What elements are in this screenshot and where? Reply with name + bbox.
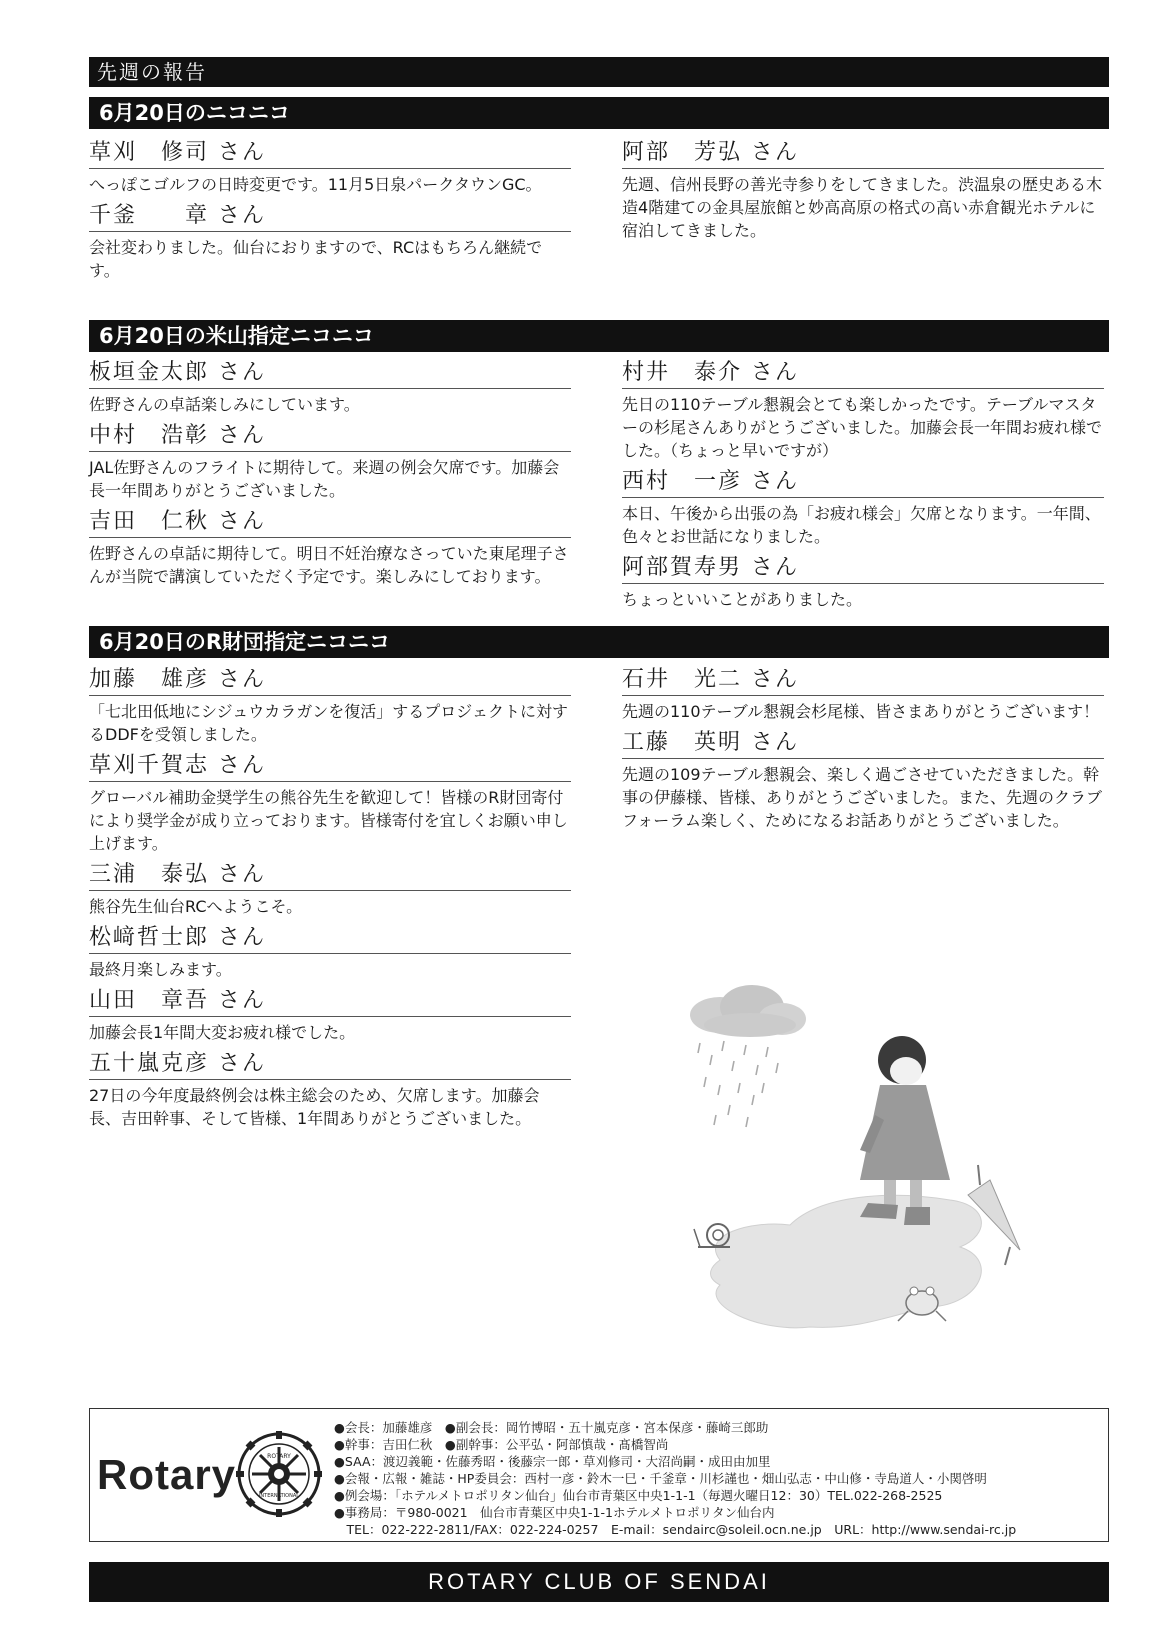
section-3-right-column	[622, 665, 1104, 837]
member-name: 千釜 章 さん	[89, 201, 571, 232]
member-message: 佐野さんの卓話に期待して。明日不妊治療なさっていた東尾理子さんが当院で講演していただく予定です。楽しみにしております。	[89, 544, 569, 586]
member-message: JAL佐野さんのフライトに期待して。来週の例会欠席です。加藤会長一年間ありがとうございました。	[89, 458, 560, 500]
member-message: 最終月楽しみます。	[89, 960, 232, 979]
contact-line: TEL：022-222-2811/FAX：022-224-0257 E-mail：sendairc@soleil.ocn.ne.jp URL：http://www.sendai-rc.jp	[334, 1522, 1017, 1537]
list-item	[89, 1049, 571, 1130]
list-item	[89, 421, 571, 502]
member-name: 草刈 修司 さん	[89, 138, 571, 169]
member-message: ちょっといいことがありました。	[622, 590, 863, 609]
member-name: 山田 章吾 さん	[89, 986, 571, 1017]
member-message: 本日、午後から出張の為「お疲れ様会」欠席となります。一年間、色々とお世話になりました。	[622, 504, 1101, 546]
list-item	[89, 138, 571, 196]
rain-icon	[698, 1041, 778, 1127]
member-message: へっぽこゴルフの日時変更です。11月5日泉パークタウンGC。	[89, 175, 542, 194]
member-message: 27日の今年度最終例会は株主総会のため、欠席します。加藤会長、吉田幹事、そして皆様、1年間ありがとうございました。	[89, 1086, 540, 1128]
member-name: 草刈千賀志 さん	[89, 751, 571, 782]
rotary-wheel-icon	[236, 1431, 322, 1517]
info-line: ●会報・広報・雑誌・HP委員会：西村一彦・鈴木一巳・千釜章・川杉謹也・畑山弘志・中山修・寺島道人・小関啓明	[334, 1471, 987, 1486]
info-line: ●幹事：吉田仁秋 ●副幹事：公平弘・阿部慎哉・髙橋智尚	[334, 1437, 669, 1452]
member-name: 五十嵐克彦 さん	[89, 1049, 571, 1080]
club-name-footer: ROTARY CLUB OF SENDAI	[89, 1562, 1109, 1602]
wheel-bottom-text: INTERNATIONAL	[258, 1493, 300, 1499]
page-title: 先週の報告	[89, 57, 1109, 87]
list-item	[89, 986, 571, 1044]
list-item	[89, 507, 571, 588]
section-1-left-column	[89, 138, 571, 287]
section-2-right-column	[622, 358, 1104, 616]
list-item	[89, 358, 571, 416]
member-message: 先週、信州長野の善光寺参りをしてきました。渋温泉の歴史ある木造4階建ての金具屋旅館と妙高高原の格式の高い赤倉観光ホテルに宿泊してきました。	[622, 175, 1103, 240]
info-line: ●例会場：「ホテルメトロポリタン仙台」仙台市青葉区中央1-1-1（毎週火曜日12：30）TEL.022-268-2525	[334, 1488, 943, 1503]
list-item	[89, 751, 571, 855]
wheel-top-text: ROTARY	[267, 1453, 291, 1460]
member-message: 先日の110テーブル懇親会とても楽しかったです。テーブルマスターの杉尾さんありがとうございました。加藤会長一年間お疲れ様でした。（ちょっと早いですが）	[622, 395, 1103, 460]
member-name: 中村 浩彰 さん	[89, 421, 571, 452]
member-message: 熊谷先生仙台RCへようこそ。	[89, 897, 303, 916]
list-item	[622, 665, 1104, 723]
info-line: ●事務局：〒980-0021 仙台市青葉区中央1-1-1ホテルメトロポリタン仙台内	[334, 1505, 775, 1520]
list-item	[89, 665, 571, 746]
member-name: 加藤 雄彦 さん	[89, 665, 571, 696]
puddle-icon	[711, 1195, 982, 1328]
rotary-logo-text: Rotary	[97, 1451, 237, 1498]
list-item	[622, 728, 1104, 832]
member-message: 先週の109テーブル懇親会、楽しく過ごさせていただきました。幹事の伊藤様、皆様、ありがとうございました。また、先週のクラブフォーラム楽しく、ためになるお話ありがとうございました。	[622, 765, 1103, 830]
list-item	[89, 201, 571, 282]
list-item	[622, 138, 1104, 242]
section-title-nikoniko: 6月20日のニコニコ	[89, 97, 1109, 129]
member-name: 村井 泰介 さん	[622, 358, 1104, 389]
info-line: ●会長：加藤雄彦 ●副会長：岡竹博昭・五十嵐克彦・宮本保彦・藤崎三郎助	[334, 1420, 769, 1435]
section-title-r-foundation: 6月20日のR財団指定ニコニコ	[89, 626, 1109, 658]
list-item	[622, 467, 1104, 548]
member-name: 吉田 仁秋 さん	[89, 507, 571, 538]
member-name: 阿部賀寿男 さん	[622, 553, 1104, 584]
member-message: 先週の110テーブル懇親会杉尾様、皆さまありがとうございます！	[622, 702, 1100, 721]
cloud-icon	[690, 985, 806, 1037]
list-item	[622, 358, 1104, 462]
member-name: 西村 一彦 さん	[622, 467, 1104, 498]
member-name: 阿部 芳弘 さん	[622, 138, 1104, 169]
member-message: 佐野さんの卓話楽しみにしています。	[89, 395, 360, 414]
list-item	[622, 553, 1104, 611]
member-name: 松﨑哲士郎 さん	[89, 923, 571, 954]
list-item	[89, 923, 571, 981]
member-name: 三浦 泰弘 さん	[89, 860, 571, 891]
section-1-right-column	[622, 138, 1104, 247]
member-message: 加藤会長1年間大変お疲れ様でした。	[89, 1023, 356, 1042]
club-officers-info	[334, 1419, 1016, 1538]
member-message: 「七北田低地にシジュウカラガンを復活」するプロジェクトに対するDDFを受領しました。	[89, 702, 568, 744]
section-3-left-column	[89, 665, 571, 1135]
section-2-left-column	[89, 358, 571, 593]
member-message: 会社変わりました。仙台におりますので、RCはもちろん継続です。	[89, 238, 543, 280]
club-info-box	[89, 1408, 1109, 1542]
member-message: グローバル補助金奨学生の熊谷先生を歓迎して！皆様のR財団寄付により奨学金が成り立っております。皆様寄付を宜しくお願い申し上げます。	[89, 788, 568, 853]
info-line: ●SAA：渡辺義範・佐藤秀昭・後藤宗一郎・草刈修司・大沼尚嗣・成田由加里	[334, 1454, 771, 1469]
member-name: 石井 光二 さん	[622, 665, 1104, 696]
rainy-girl-illustration	[660, 985, 1100, 1380]
member-name: 板垣金太郎 さん	[89, 358, 571, 389]
member-name: 工藤 英明 さん	[622, 728, 1104, 759]
list-item	[89, 860, 571, 918]
section-title-yoneyama: 6月20日の米山指定ニコニコ	[89, 320, 1109, 352]
